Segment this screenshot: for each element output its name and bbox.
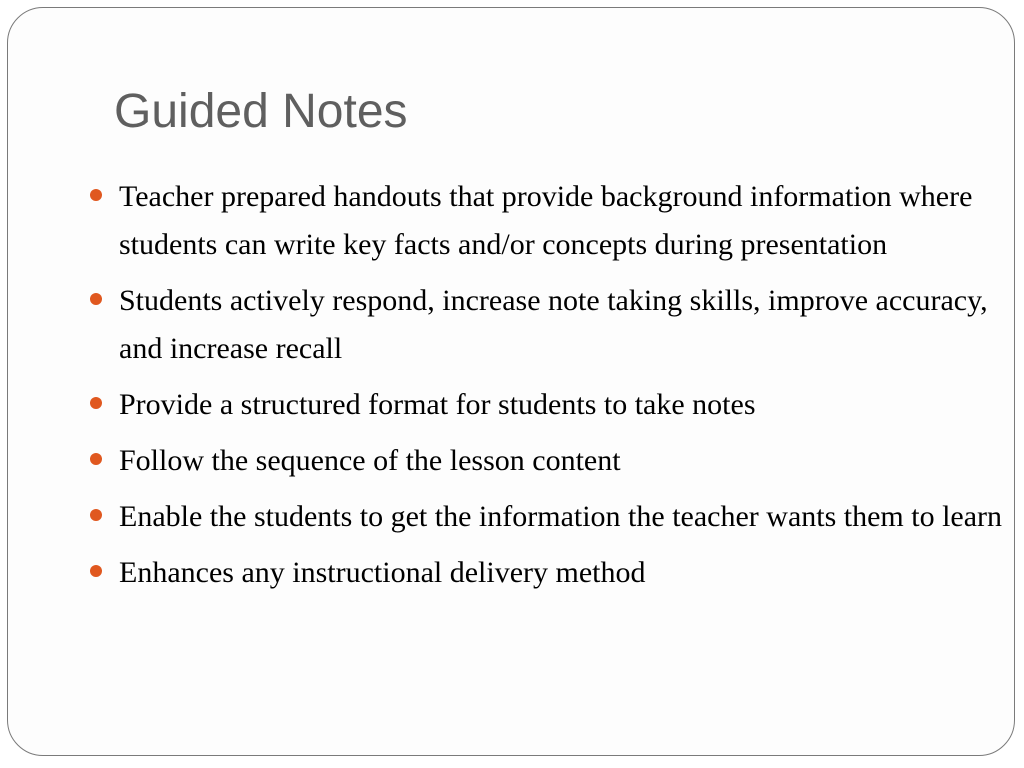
bullet-text: Follow the sequence of the lesson content: [119, 444, 621, 477]
bullet-dot-icon: [90, 453, 102, 465]
bullet-item: [90, 493, 1010, 541]
bullet-dot-icon: [90, 565, 102, 577]
bullet-text: Enhances any instructional delivery method: [119, 556, 646, 589]
bullet-list: [90, 173, 1010, 605]
bullet-item: [90, 549, 1010, 597]
bullet-dot-icon: [90, 293, 102, 305]
bullet-dot-icon: [90, 509, 102, 521]
slide: [7, 7, 1015, 756]
bullet-dot-icon: [90, 189, 102, 201]
bullet-item: [90, 277, 1010, 373]
bullet-text: Provide a structured format for students to take notes: [119, 388, 756, 421]
bullet-dot-icon: [90, 397, 102, 409]
bullet-item: [90, 173, 1010, 269]
bullet-item: [90, 437, 1010, 485]
bullet-text: Enable the students to get the information the teacher wants them to learn: [119, 500, 1003, 533]
slide-title: Guided Notes: [114, 85, 408, 138]
bullet-text: Students actively respond, increase note taking skills, improve accuracy, and increase recall: [119, 284, 988, 365]
bullet-text: Teacher prepared handouts that provide background information where students can write key facts and/or concepts during presentation: [119, 180, 973, 261]
bullet-item: [90, 381, 1010, 429]
